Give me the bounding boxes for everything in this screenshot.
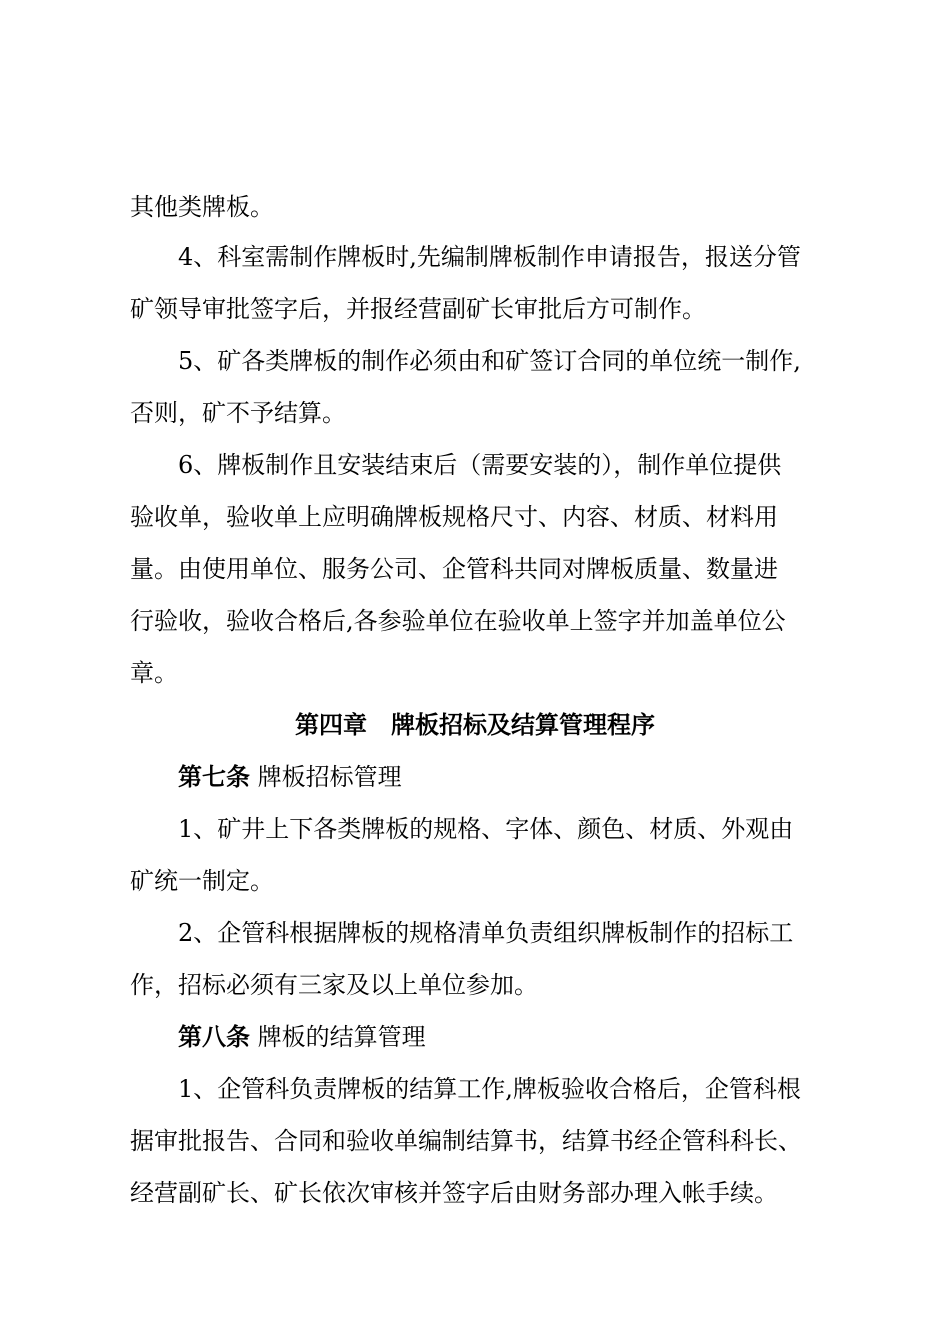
item-4-line-2: 矿领导审批签字后，并报经营副矿长审批后方可制作。 xyxy=(130,295,706,323)
article-8-item-1-line-3: 经营副矿长、矿长依次审核并签字后由财务部办理入帐手续。 xyxy=(130,1179,778,1207)
item-4-line-1: 4、科室需制作牌板时,先编制牌板制作申请报告，报送分管 xyxy=(178,243,801,271)
article-8-item-1-line-1: 1、企管科负责牌板的结算工作,牌板验收合格后，企管科根 xyxy=(178,1075,801,1103)
item-6-line-4: 行验收，验收合格后,各参验单位在验收单上签字并加盖单位公 xyxy=(130,607,786,635)
article-8-title: 牌板的结算管理 xyxy=(250,1023,426,1051)
article-7-item-1-line-1: 1、矿井上下各类牌板的规格、字体、颜色、材质、外观由 xyxy=(178,815,794,843)
item-6-line-2: 验收单，验收单上应明确牌板规格尺寸、内容、材质、材料用 xyxy=(130,503,778,531)
item-5-line-1: 5、矿各类牌板的制作必须由和矿签订合同的单位统一制作, xyxy=(178,347,801,375)
article-7-item-2-line-2: 作，招标必须有三家及以上单位参加。 xyxy=(130,971,538,999)
article-7-title: 牌板招标管理 xyxy=(250,763,402,791)
paragraph-tail: 其他类牌板。 xyxy=(130,193,274,221)
article-7-item-2-line-1: 2、企管科根据牌板的规格清单负责组织牌板制作的招标工 xyxy=(178,919,794,947)
article-7-item-1-line-2: 矿统一制定。 xyxy=(130,867,274,895)
item-6-line-1: 6、牌板制作且安装结束后（需要安装的），制作单位提供 xyxy=(178,451,782,479)
item-6-line-3: 量。由使用单位、服务公司、企管科共同对牌板质量、数量进 xyxy=(130,555,778,583)
chapter-heading: 第四章 牌板招标及结算管理程序 xyxy=(295,711,655,739)
item-6-line-5: 章。 xyxy=(130,659,178,687)
article-7-label: 第七条 xyxy=(178,763,250,791)
article-8-label: 第八条 xyxy=(178,1023,250,1051)
article-8-heading xyxy=(178,1017,426,1057)
article-8-item-1-line-2: 据审批报告、合同和验收单编制结算书，结算书经企管科科长、 xyxy=(130,1127,802,1155)
article-7-heading xyxy=(178,757,402,797)
item-5-line-2: 否则，矿不予结算。 xyxy=(130,399,346,427)
